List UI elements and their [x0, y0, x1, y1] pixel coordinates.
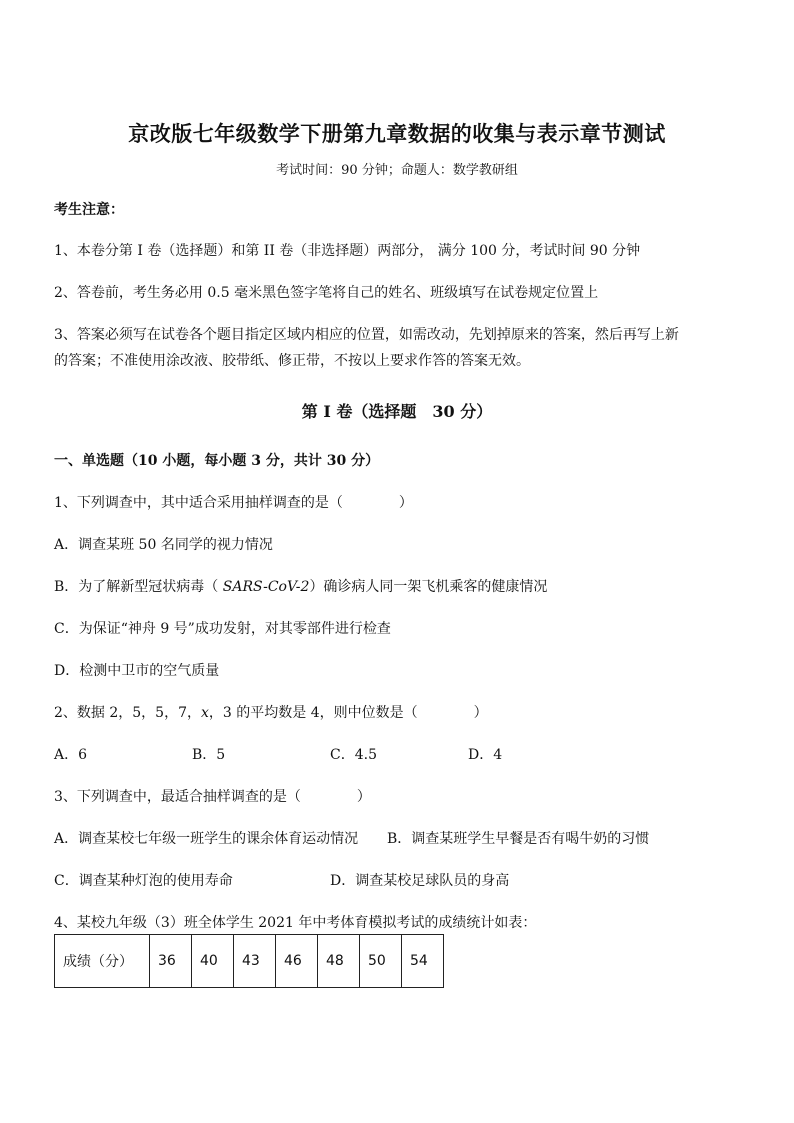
exam-info: 考试时间：90 分钟；命题人：数学教研组: [276, 163, 518, 178]
score-cell: 50: [360, 935, 402, 988]
q2-option-d: D．4: [468, 747, 503, 763]
notice-item-1: 1、本卷分第 I 卷（选择题）和第 II 卷（非选择题）两部分， 满分 100 分，考试时间 90 分钟: [54, 243, 641, 259]
score-cell: 48: [318, 935, 360, 988]
q1-option-b-post: ）确诊病人同一架飞机乘客的健康情况: [309, 579, 548, 595]
q3-option-c: C．调查某种灯泡的使用寿命: [54, 873, 233, 889]
score-cell: 46: [276, 935, 318, 988]
part-heading: 一、单选题（10 小题，每小题 3 分，共计 30 分）: [54, 453, 380, 469]
page-title: 京改版七年级数学下册第九章数据的收集与表示章节测试: [128, 121, 666, 146]
score-cell: 54: [402, 935, 444, 988]
q2-option-c: C．4.5: [330, 747, 377, 763]
q3-option-b: B．调查某班学生早餐是否有喝牛奶的习惯: [387, 831, 650, 847]
notice-item-3: 3、答案必须写在试卷各个题目指定区域内相应的位置，如需改动，先划掉原来的答案，然后再写上新: [54, 327, 679, 343]
variable-x: x: [201, 705, 209, 721]
virus-name: SARS-CoV-2: [222, 579, 310, 595]
q1-option-a: A．调查某班 50 名同学的视力情况: [54, 537, 273, 553]
q1-option-c: C．为保证“神舟 9 号”成功发射，对其零部件进行检查: [54, 621, 391, 637]
q1-option-d: D．检测中卫市的空气质量: [54, 663, 220, 679]
score-cell: 40: [192, 935, 234, 988]
notice-heading: 考生注意：: [54, 202, 124, 218]
score-cell: 43: [234, 935, 276, 988]
q2-stem-pre: 2、数据 2，5，5，7，: [54, 705, 201, 721]
notice-item-3-cont: 的答案；不准使用涂改液、胶带纸、修正带，不按以上要求作答的答案无效。: [54, 353, 530, 369]
section-title: 第 I 卷（选择题 30 分）: [301, 402, 493, 421]
q1-stem: 1、下列调查中，其中适合采用抽样调查的是（ ）: [54, 495, 413, 511]
q1-option-b: [54, 577, 547, 597]
q2-option-a: A．6: [54, 747, 88, 763]
q3-stem: 3、下列调查中，最适合抽样调查的是（ ）: [54, 789, 371, 805]
score-header-cell: 成绩（分）: [55, 935, 150, 988]
q4-stem: 4、某校九年级（3）班全体学生 2021 年中考体育模拟考试的成绩统计如表：: [54, 915, 537, 931]
q3-option-a: A．调查某校七年级一班学生的课余体育运动情况: [54, 831, 359, 847]
q1-option-b-pre: B．为了解新型冠状病毒（: [54, 579, 223, 595]
q2-stem-post: ，3 的平均数是 4，则中位数是（ ）: [208, 705, 488, 721]
q2-stem: [54, 703, 488, 723]
table-row: [55, 935, 444, 988]
score-table: [54, 934, 444, 988]
q2-option-b: B．5: [192, 747, 226, 763]
q3-option-d: D．调查某校足球队员的身高: [330, 873, 510, 889]
notice-item-2: 2、答卷前，考生务必用 0.5 毫米黑色签字笔将自己的姓名、班级填写在试卷规定位置上: [54, 285, 599, 301]
score-cell: 36: [150, 935, 192, 988]
